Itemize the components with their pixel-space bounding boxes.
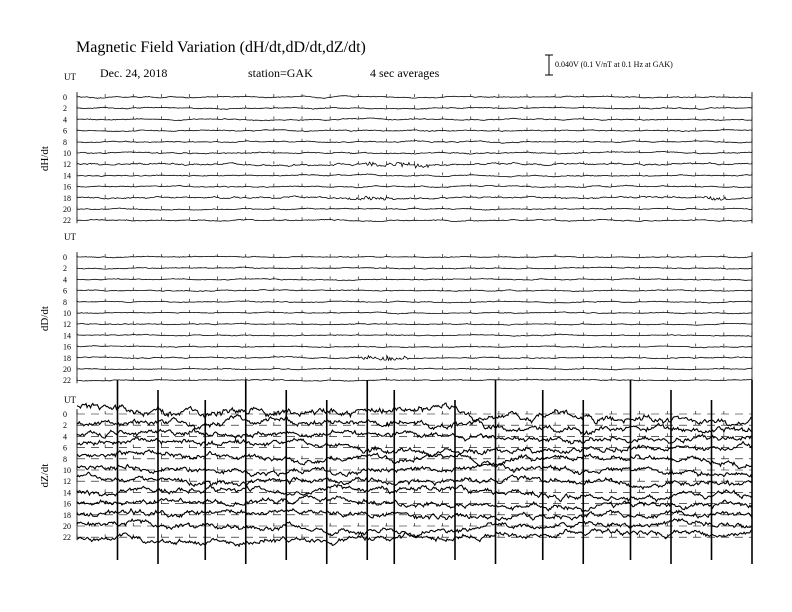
row-tick-label: 8 <box>63 297 67 307</box>
row-tick-label: 0 <box>63 93 67 102</box>
row-tick-label: 10 <box>63 466 71 475</box>
row-tick-label: 6 <box>63 286 67 296</box>
panel-dD-dt <box>39 232 752 385</box>
row-tick-label: 0 <box>63 253 67 262</box>
row-tick-label: 2 <box>63 264 67 274</box>
row-tick-label: 8 <box>63 454 67 464</box>
axis-ylabel: dD/dt <box>39 306 51 332</box>
ut-label: UT <box>64 395 76 405</box>
row-tick-label: 22 <box>63 533 71 543</box>
row-tick-label: 14 <box>63 331 71 341</box>
row-tick-label: 18 <box>63 353 71 363</box>
row-tick-label: 12 <box>63 160 71 170</box>
row-tick-label: 20 <box>63 522 71 531</box>
row-tick-label: 16 <box>63 182 71 192</box>
row-tick-label: 4 <box>63 432 67 442</box>
row-tick-label: 18 <box>63 510 71 520</box>
row-tick-label: 14 <box>63 171 71 181</box>
panel-dH-dt <box>39 72 752 225</box>
row-tick-label: 16 <box>63 499 71 509</box>
averaging-label: 4 sec averages <box>370 66 440 80</box>
row-tick-label: 2 <box>63 104 67 114</box>
row-tick-label: 8 <box>63 137 67 147</box>
row-tick-label: 2 <box>63 421 67 431</box>
axis-ylabel: dZ/dt <box>39 463 51 488</box>
row-tick-label: 12 <box>63 477 71 487</box>
row-tick-label: 6 <box>63 126 67 136</box>
row-tick-label: 16 <box>63 342 71 352</box>
row-tick-label: 14 <box>63 488 71 498</box>
trace-8 <box>77 450 752 469</box>
row-tick-label: 6 <box>63 443 67 453</box>
trace-8 <box>77 141 752 144</box>
ut-label: UT <box>64 72 76 82</box>
trace-20 <box>77 519 752 537</box>
scale-bar-icon <box>545 55 553 75</box>
ut-label: UT <box>64 232 76 242</box>
date-label: Dec. 24, 2018 <box>100 66 168 80</box>
row-tick-label: 10 <box>63 309 71 318</box>
chart-title: Magnetic Field Variation (dH/dt,dD/dt,dZ/dt) <box>76 39 366 56</box>
trace-12 <box>77 472 752 489</box>
panel-dZ-dt <box>39 380 752 564</box>
row-tick-label: 20 <box>63 365 71 374</box>
axis-ylabel: dH/dt <box>39 146 51 172</box>
row-tick-label: 4 <box>63 275 67 285</box>
row-tick-label: 10 <box>63 149 71 158</box>
scale-bar-label: 0.040V (0.1 V/nT at 0.1 Hz at GAK) <box>555 60 673 69</box>
row-tick-label: 0 <box>63 410 67 419</box>
row-tick-label: 22 <box>63 376 71 386</box>
row-tick-label: 18 <box>63 193 71 203</box>
trace-20 <box>77 208 752 210</box>
station-label: station=GAK <box>248 66 313 80</box>
trace-6 <box>77 130 752 132</box>
row-tick-label: 20 <box>63 205 71 214</box>
row-tick-label: 12 <box>63 320 71 330</box>
trace-22 <box>77 529 752 547</box>
row-tick-label: 4 <box>63 115 67 125</box>
row-tick-label: 22 <box>63 216 71 226</box>
